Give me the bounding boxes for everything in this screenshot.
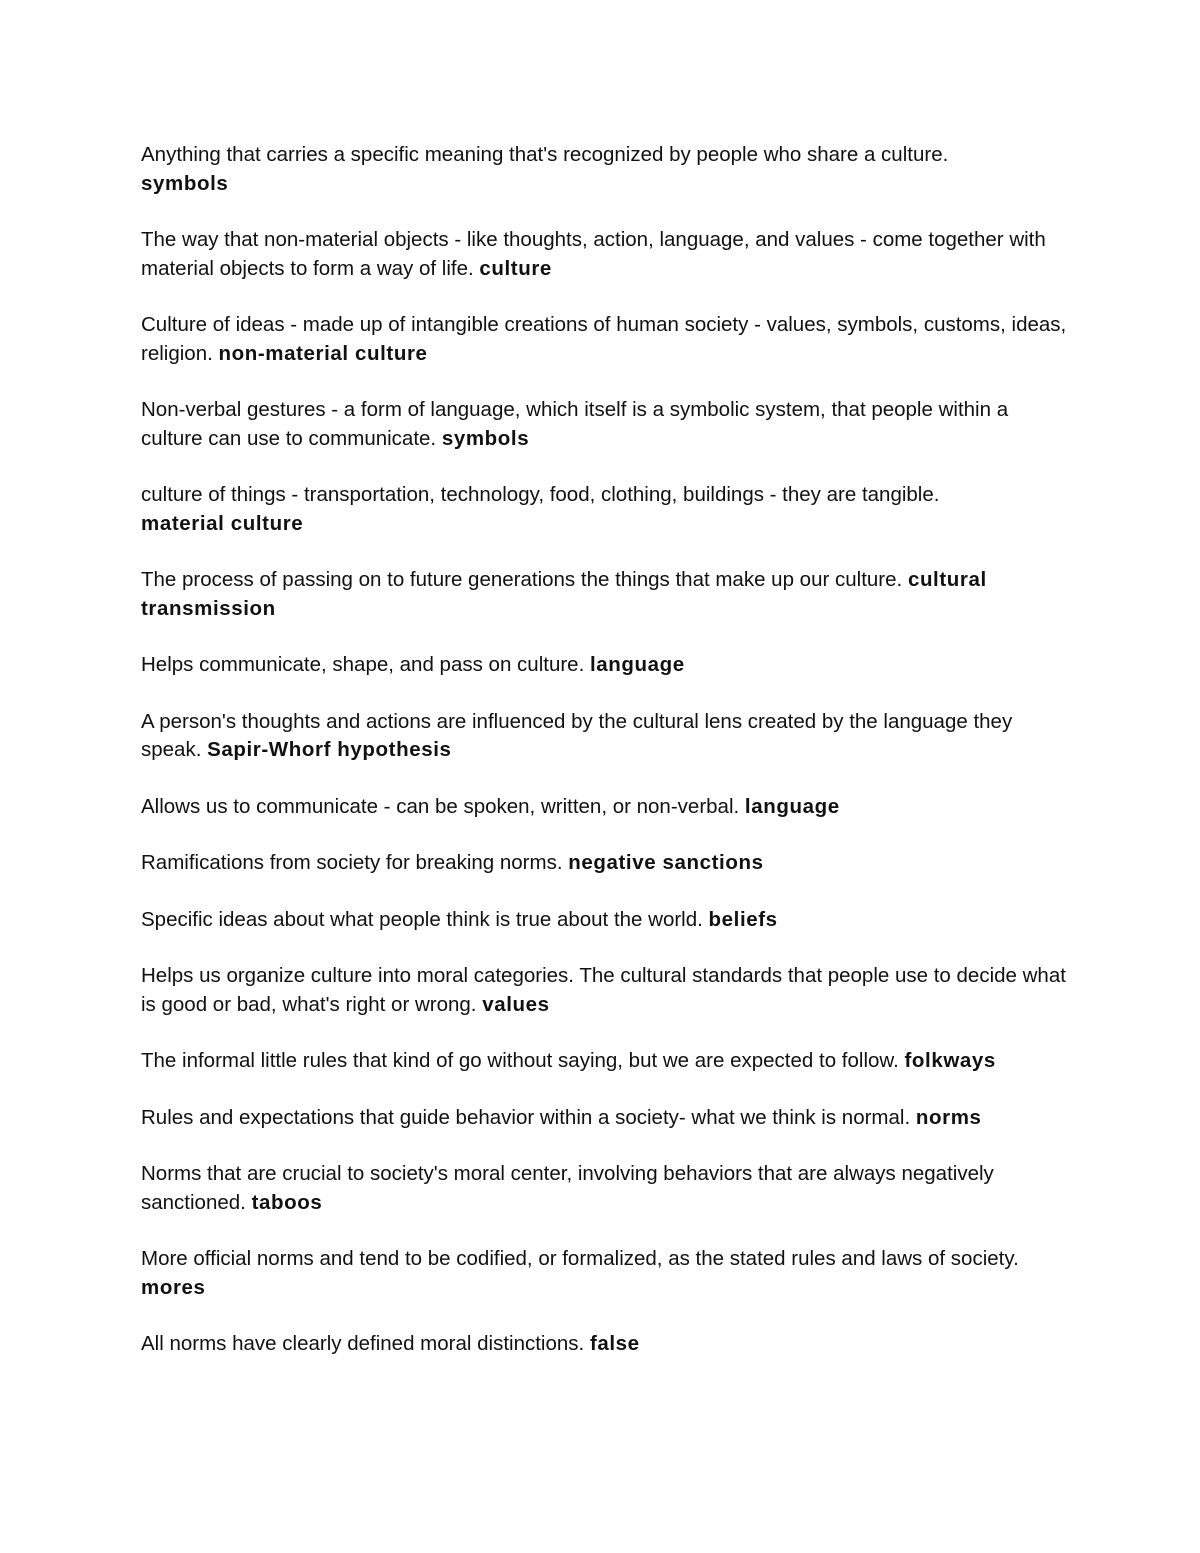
flashcard-entry xyxy=(141,906,1071,935)
flashcard-answer: negative sanctions xyxy=(568,851,764,874)
flashcard-answer: symbols xyxy=(141,171,229,195)
flashcard-entry xyxy=(141,566,1071,623)
flashcard-clue: Specific ideas about what people think is true about the world. xyxy=(141,907,703,931)
flashcard-clue: Culture of ideas - made up of intangible creations of human society - values, symbols, customs, ideas, religion. xyxy=(141,313,1067,365)
flashcard-answer: beliefs xyxy=(708,907,778,931)
flashcard-answer: values xyxy=(482,992,550,1016)
flashcard-clue: Norms that are crucial to society's moral center, involving behaviors that are always negatively sanctioned. xyxy=(141,1162,994,1214)
flashcard-entry xyxy=(141,1160,1071,1217)
flashcard-clue: Helps us organize culture into moral categories. The cultural standards that people use to decide what is good or bad, what's right or wrong. xyxy=(141,964,1066,1016)
flashcard-entry xyxy=(141,1330,1071,1359)
flashcard-answer: symbols xyxy=(441,426,530,450)
flashcard-clue: The way that non-material objects - like thoughts, action, language, and values - come together with material objects to form a way of life. xyxy=(141,228,1046,280)
flashcard-clue: Allows us to communicate - can be spoken, written, or non-verbal. xyxy=(141,794,740,818)
flashcard-clue: Ramifications from society for breaking norms. xyxy=(141,851,563,874)
flashcard-clue: All norms have clearly defined moral distinctions. xyxy=(141,1332,585,1355)
flashcard-clue: More official norms and tend to be codified, or formalized, as the stated rules and laws of society. xyxy=(141,1247,1019,1270)
flashcard-answer: Sapir-Whorf hypothesis xyxy=(207,738,452,761)
flashcard-answer: taboos xyxy=(251,1190,323,1214)
flashcard-entry xyxy=(141,793,1071,822)
flashcard-clue: The process of passing on to future generations the things that make up our culture. xyxy=(141,568,903,591)
flashcard-answer: language xyxy=(744,794,840,818)
flashcard-entry xyxy=(141,1104,1071,1133)
flashcard-entry xyxy=(141,962,1071,1019)
flashcard-entry xyxy=(141,1047,1071,1076)
flashcard-list xyxy=(141,141,1071,1387)
flashcard-answer: folkways xyxy=(904,1049,996,1072)
flashcard-clue: Helps communicate, shape, and pass on culture. xyxy=(141,653,585,676)
flashcard-clue: A person's thoughts and actions are influenced by the cultural lens created by the language they speak. xyxy=(141,709,1013,761)
flashcard-answer: material culture xyxy=(141,511,304,535)
flashcard-entry xyxy=(141,481,1071,538)
flashcard-answer: non-material culture xyxy=(218,341,428,365)
flashcard-entry xyxy=(141,651,1071,680)
flashcard-entry xyxy=(141,141,1071,198)
flashcard-entry xyxy=(141,708,1071,765)
flashcard-clue: The informal little rules that kind of go without saying, but we are expected to follow. xyxy=(141,1049,899,1072)
flashcard-answer: culture xyxy=(479,256,552,280)
flashcard-entry xyxy=(141,396,1071,453)
flashcard-answer: norms xyxy=(915,1105,982,1129)
flashcard-entry xyxy=(141,226,1071,283)
flashcard-answer: mores xyxy=(141,1275,206,1299)
flashcard-answer: cultural transmission xyxy=(141,568,987,620)
flashcard-clue: Non-verbal gestures - a form of language, which itself is a symbolic system, that people within a culture can use to communicate. xyxy=(141,398,1009,450)
flashcard-answer: false xyxy=(589,1332,640,1355)
flashcard-entry xyxy=(141,311,1071,368)
flashcard-clue: culture of things - transportation, technology, food, clothing, buildings - they are tangible. xyxy=(141,483,940,506)
flashcard-entry xyxy=(141,1245,1071,1302)
flashcard-clue: Rules and expectations that guide behavior within a society- what we think is normal. xyxy=(141,1105,911,1129)
flashcard-clue: Anything that carries a specific meaning that's recognized by people who share a culture. xyxy=(141,143,949,166)
flashcard-entry xyxy=(141,849,1071,878)
flashcard-answer: language xyxy=(589,653,685,676)
